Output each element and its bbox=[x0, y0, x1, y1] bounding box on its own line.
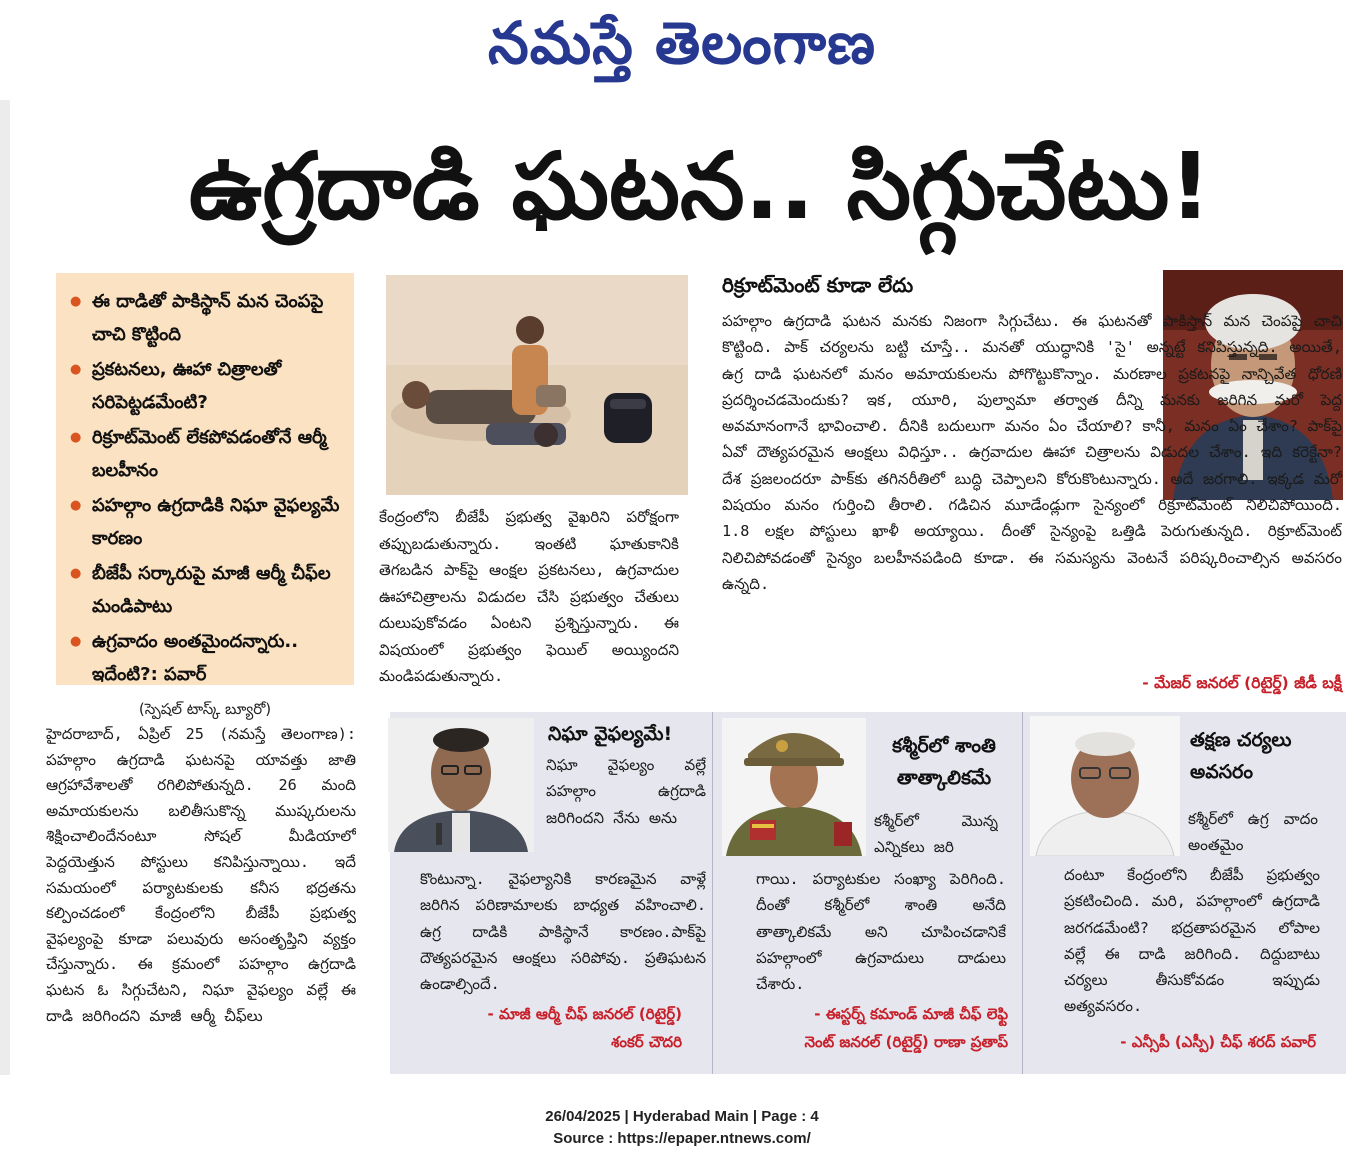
footer-edition-info: 26/04/2025 | Hyderabad Main | Page : 4 bbox=[545, 1108, 819, 1125]
chowdary-portrait bbox=[388, 718, 534, 852]
pawar-heading-line: అవసరం bbox=[1190, 761, 1253, 783]
chowdary-credit-name: శంకర్ చౌదరి bbox=[611, 1033, 682, 1051]
pratap-quote-body: గాయి. పర్యాటకుల సంఖ్యా పెరిగింది. దీంతో కశ్మీర్‌లో శాంతి అనేది తాత్కాలికమే అని చూపించడానికే పహల్గాంలో ఉగ్రవాదులు దాడులు చేశారు. bbox=[756, 870, 1006, 994]
page-edge bbox=[0, 100, 10, 1075]
pawar-quote-body: దంటూ కేంద్రంలోని బీజేపీ ప్రభుత్వం ప్రకటించింది. మరి, పహల్గాంలో ఉగ్రదాడి జరగడమేంటి? భద్రతాపరమైన లోపాల వల్లే ఈ దాడి జరిగింది. దిద్దుబాటు చర్యలు తీసుకోవడం ఇప్పుడు అత్యవసరం. bbox=[1064, 866, 1320, 1016]
pratap-heading bbox=[876, 730, 1012, 794]
article-body-middle: కేంద్రంలోని బీజేపీ ప్రభుత్వ వైఖరిని పరోక్షంగా తప్పుబడుతున్నారు. ఇంతటి ఘాతుకానికి తెగబడిన పాక్‌పై ఆంక్షల ప్రకటనలు, ఉగ్రవాదుల ఊహాచిత్రాలను విడుదల చేసి ప్రభుత్వం చేతులు దులుపుకోవడం ఏంటని ప్రశ్నిస్తున్నారు. ఈ విషయంలో ప్రభుత్వం ఫెయిల్ అయ్యిందని మండిపడుతున్నారు. bbox=[379, 508, 679, 685]
chowdary-heading: నిఘా వైఫల్యమే! bbox=[548, 723, 673, 745]
masthead-logo: నమస్తే తెలంగాణ bbox=[488, 9, 876, 77]
pratap-portrait bbox=[722, 718, 866, 856]
highlight-item: ● ప్రకటనలు, ఊహా చిత్రాలతో సరిపెట్టడమేంటి? bbox=[70, 353, 340, 419]
footer-source: Source : https://epaper.ntnews.com/ bbox=[553, 1130, 811, 1147]
pratap-credit-name: నెంట్ జనరల్ (రిటైర్డ్) రాణా ప్రతాప్ bbox=[804, 1033, 1008, 1051]
highlight-item: ● పహల్గాం ఉగ్రదాడికి నిఘా వైఫల్యమే కారణం bbox=[70, 489, 340, 555]
panel-divider bbox=[712, 712, 713, 1074]
bakshi-quote-body: పహల్గాం ఉగ్రదాడి ఘటన మనకు నిజంగా సిగ్గుచేటు. ఈ ఘటనతో పాకిస్తాన్ మన చెంపపై చాచి కొట్టింది. పాక్ చర్యలను బట్టి చూస్తే.. మనతో యుద్ధానికి 'సై' అన్నట్టే కనిపిస్తున్నది. అయితే, ఉగ్ర దాడి ఘటనలో మనం అమాయకులను పోగొట్టుకొన్నాం. మరణాల ప్రకటనపై నాన్చివేత ధోరణి ప్రదర్శించడమెందుకు? ఇక, యూరి, పుల్వామా తర్వాత దీన్ని మనకు జరిగిన మరో పెద్ద అవమానంగానే భావించాలి. దీనికి బదులుగా మనం ఏం చేయాలి? కానీ, మనం ఏం చేశాం? పాక్‌పై ఏవో దౌత్యపరమైన ఆంక్షలు విధిస్తూ.. ఉగ్రవాదుల ఊహా చిత్రాలను విడుదల చేశాం. ఇది కరెక్టేనా? దేశ ప్రజలందరూ పాక్‌కు తగినరీతిలో బుద్ధి చెప్పాలని కోరుకొంటున్నారు. అదే జరగాలి. ఇక్కడ మరో విషయం మనం గుర్తించి తీరాలి. గడిచిన మూడేండ్లుగా సైన్యంలో రిక్రూట్‌మెంట్ నిలిచిపోయింది. 1.8 లక్షల పోస్టులు ఖాళీ అయ్యాయి. దీంతో సైన్యంపై ఒత్తిడి పెరుగుతున్నది. రిక్రూట్‌మెంట్ నిలిచిపోవడంతో సైన్యం బలహీనపడింది కూడా. ఈ సమస్యను వెంటనే పరిష్కరించాల్సిన అవసరం ఉన్నది. bbox=[722, 312, 1342, 593]
chowdary-credit bbox=[400, 1002, 682, 1054]
panel-divider bbox=[1022, 712, 1023, 1074]
article-body-left: హైదరాబాద్, ఏప్రిల్ 25 (నమస్తే తెలంగాణ): పహల్గాం ఉగ్రదాడి ఘటనపై యావత్తు జాతి ఆగ్రహావేశాలతో రగిలిపోతున్నది. 26 మంది అమాయకులను బలితీసుకొన్న ముష్కరులను శిక్షించాలిందేనంటూ సోషల్ మీడియాలో పెద్దయెత్తున పోస్టులు కనిపిస్తున్నాయి. ఇదే సమయంలో పర్యాటకులకు కనీస భద్రతను కల్పించడంలో కేంద్రంలోని బీజేపీ ప్రభుత్వ వైఫల్యంపై కూడా పలువురు అసంతృప్తిని వ్యక్తం చేస్తున్నారు. ఈ క్రమంలో పహల్గాం ఉగ్రదాడి ఘటన ఓ సిగ్గుచేటని, నిఘా వైఫల్యం వల్లే ఈ దాడి జరిగిందని మాజీ ఆర్మీ చీఫ్‌లు bbox=[46, 725, 356, 1025]
chowdary-quote-body: కొంటున్నా. వైఫల్యానికి కారణమైన వాళ్లే జరిగిన పరిణామాలకు బాధ్యత వహించాలి. ఉగ్ర దాడికి పాకిస్థానే కారణం.పాక్‌పై దౌత్యపరమైన ఆంక్షలు సరిపోవు. ప్రతిఘటన ఉండాల్సిందే. bbox=[420, 870, 706, 994]
pratap-photo bbox=[722, 718, 866, 856]
headline: ఉగ్రదాడి ఘటన.. సిగ్గుచేటు! bbox=[188, 133, 1212, 240]
chowdary-quote-top: నిఘా వైఫల్యం వల్లే పహల్గాం ఉగ్రదాడి జరిగిందని నేను అను bbox=[546, 756, 706, 827]
masthead bbox=[0, 8, 1364, 78]
page-footer bbox=[0, 1106, 1364, 1150]
highlight-item: ● ఉగ్రవాదం అంతమైందన్నారు.. ఇదేంటి?: పవార్ bbox=[70, 625, 340, 691]
highlights-box bbox=[56, 273, 354, 685]
pratap-heading-line: తాత్కాలికమే bbox=[896, 767, 992, 789]
pawar-portrait bbox=[1030, 716, 1180, 856]
incident-photo bbox=[386, 275, 688, 495]
bureau-dateline: (స్పెషల్ టాస్క్ బ్యూరో) bbox=[138, 700, 272, 718]
chowdary-credit-title: - మాజీ ఆర్మీ చీఫ్ జనరల్ (రిటైర్డ్) bbox=[487, 1005, 682, 1023]
bakshi-heading: రిక్రూట్‌మెంట్ కూడా లేదు bbox=[722, 273, 914, 297]
bakshi-credit: - మేజర్ జనరల్ (రిటైర్డ్) జీడీ బక్షీ bbox=[1142, 674, 1342, 692]
incident-photo-image bbox=[386, 275, 688, 495]
pawar-heading bbox=[1190, 724, 1320, 788]
pawar-credit: - ఎన్సీపీ (ఎస్పీ) చీఫ్ శరద్ పవార్ bbox=[1120, 1033, 1316, 1051]
pratap-credit bbox=[728, 1002, 1008, 1054]
pawar-heading-line: తక్షణ చర్యలు bbox=[1190, 729, 1292, 751]
pratap-quote-top: కశ్మీర్‌లో మొన్న ఎన్నికలు జరి bbox=[874, 812, 998, 857]
highlight-item: ● ఈ దాడితో పాకిస్థాన్ మన చెంపపై చాచి కొట్టింది bbox=[70, 285, 340, 351]
highlight-item: ● రిక్రూట్‌మెంట్ లేకపోవడంతోనే ఆర్మీ బలహీనం bbox=[70, 421, 340, 487]
pratap-heading-line: కశ్మీర్‌లో శాంతి bbox=[892, 735, 996, 757]
pawar-photo bbox=[1030, 716, 1180, 856]
pawar-quote-top: కశ్మీర్‌లో ఉగ్ర వాదం అంతమైం bbox=[1188, 810, 1318, 855]
chowdary-photo bbox=[388, 718, 534, 852]
pratap-credit-title: - ఈస్టర్న్ కమాండ్ మాజీ చీఫ్ లెఫ్టి bbox=[814, 1005, 1008, 1023]
highlight-item: ● బీజేపీ సర్కారుపై మాజీ ఆర్మీ చీఫ్‌ల మండిపాటు bbox=[70, 557, 340, 623]
